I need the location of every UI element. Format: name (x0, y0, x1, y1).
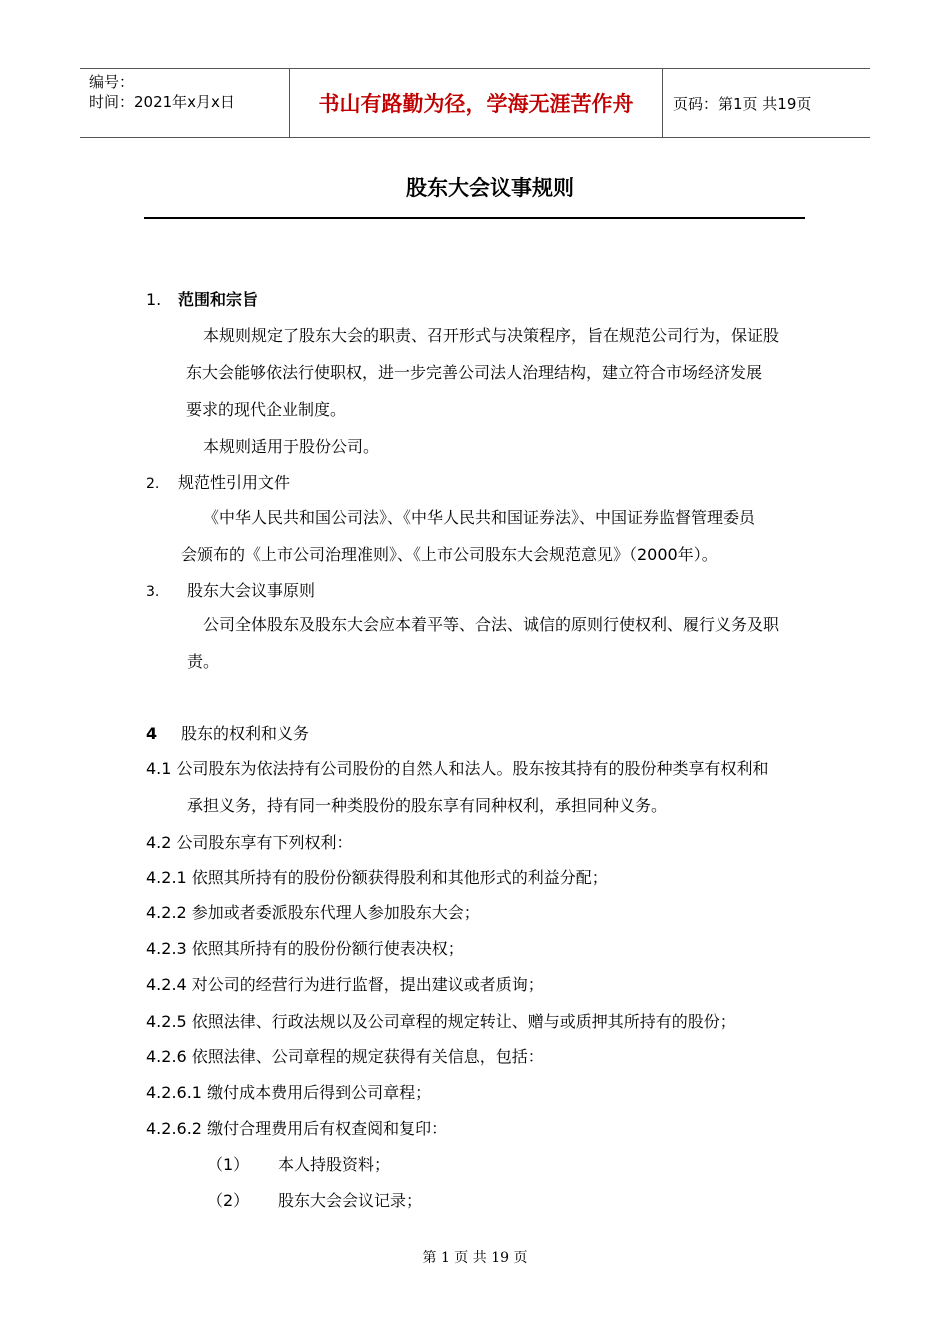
paragraph-line: 责。 (187, 652, 220, 671)
clause-4-2-6-1: 4.2.6.1 缴付成本费用后得到公司章程； (146, 1083, 432, 1102)
paragraph-line: 本规则规定了股东大会的职责、召开形式与决策程序，旨在规范公司行为，保证股 (203, 326, 780, 345)
clause-4-2-1: 4.2.1 依照其所持有的股份份额获得股利和其他形式的利益分配； (146, 868, 608, 887)
section-4-title: 股东的权利和义务 (181, 724, 310, 743)
list-item-text: 本人持股资料； (278, 1155, 391, 1174)
page-footer: 第 1 页 共 19 页 (422, 1250, 528, 1266)
paragraph-line: 东大会能够依法行使职权，进一步完善公司法人治理结构，建立符合市场经济发展 (186, 363, 763, 382)
motto: 书山有路勤为径，学海无涯苦作舟 (290, 69, 663, 137)
paragraph-line: 会颁布的《上市公司治理准则》、《上市公司股东大会规范意见》（2000年）。 (181, 545, 718, 564)
clause-4-2-4: 4.2.4 对公司的经营行为进行监督，提出建议或者质询； (146, 975, 544, 994)
clause-4-1: 4.1 公司股东为依法持有公司股份的自然人和法人。股东按其持有的股份种类享有权利和 (146, 759, 769, 778)
clause-4-2: 4.2 公司股东享有下列权利： (146, 833, 353, 852)
section-2-number: 2. (146, 476, 160, 492)
paragraph-line: 《中华人民共和国公司法》、《中华人民共和国证券法》、中国证券监督管理委员 (203, 508, 756, 527)
list-item-number: （1） (207, 1155, 250, 1174)
clause-4-1-cont: 承担义务，持有同一种类股份的股东享有同种权利，承担同种义务。 (187, 796, 668, 815)
time-label: 时间：2021年x月x日 (89, 93, 235, 111)
clause-4-2-3: 4.2.3 依照其所持有的股份份额行使表决权； (146, 939, 464, 958)
list-item-number: （2） (207, 1191, 250, 1210)
list-item-text: 股东大会会议记录； (278, 1191, 423, 1210)
document-title: 股东大会议事规则 (406, 176, 574, 200)
section-1-number: 1. (146, 290, 162, 309)
section-4-number: 4 (146, 724, 158, 743)
section-3-title: 股东大会议事原则 (187, 581, 316, 600)
section-1-title: 范围和宗旨 (178, 290, 259, 309)
section-3-number: 3. (146, 584, 160, 600)
paragraph-line: 公司全体股东及股东大会应本着平等、合法、诚信的原则行使权利、履行义务及职 (203, 615, 780, 634)
page-info: 页码：第1页 共19页 (673, 94, 812, 113)
title-divider (144, 217, 805, 219)
clause-4-2-5: 4.2.5 依照法律、行政法规以及公司章程的规定转让、赠与或质押其所持有的股份； (146, 1012, 736, 1031)
header-table (80, 68, 870, 138)
number-label: 编号： (89, 73, 135, 91)
section-2-title: 规范性引用文件 (178, 473, 291, 492)
clause-4-2-2: 4.2.2 参加或者委派股东代理人参加股东大会； (146, 903, 480, 922)
header-left-cell (80, 69, 290, 137)
paragraph-line: 要求的现代企业制度。 (186, 400, 347, 419)
paragraph-line: 本规则适用于股份公司。 (203, 437, 380, 456)
clause-4-2-6-2: 4.2.6.2 缴付合理费用后有权查阅和复印： (146, 1119, 448, 1138)
clause-4-2-6: 4.2.6 依照法律、公司章程的规定获得有关信息，包括： (146, 1047, 544, 1066)
